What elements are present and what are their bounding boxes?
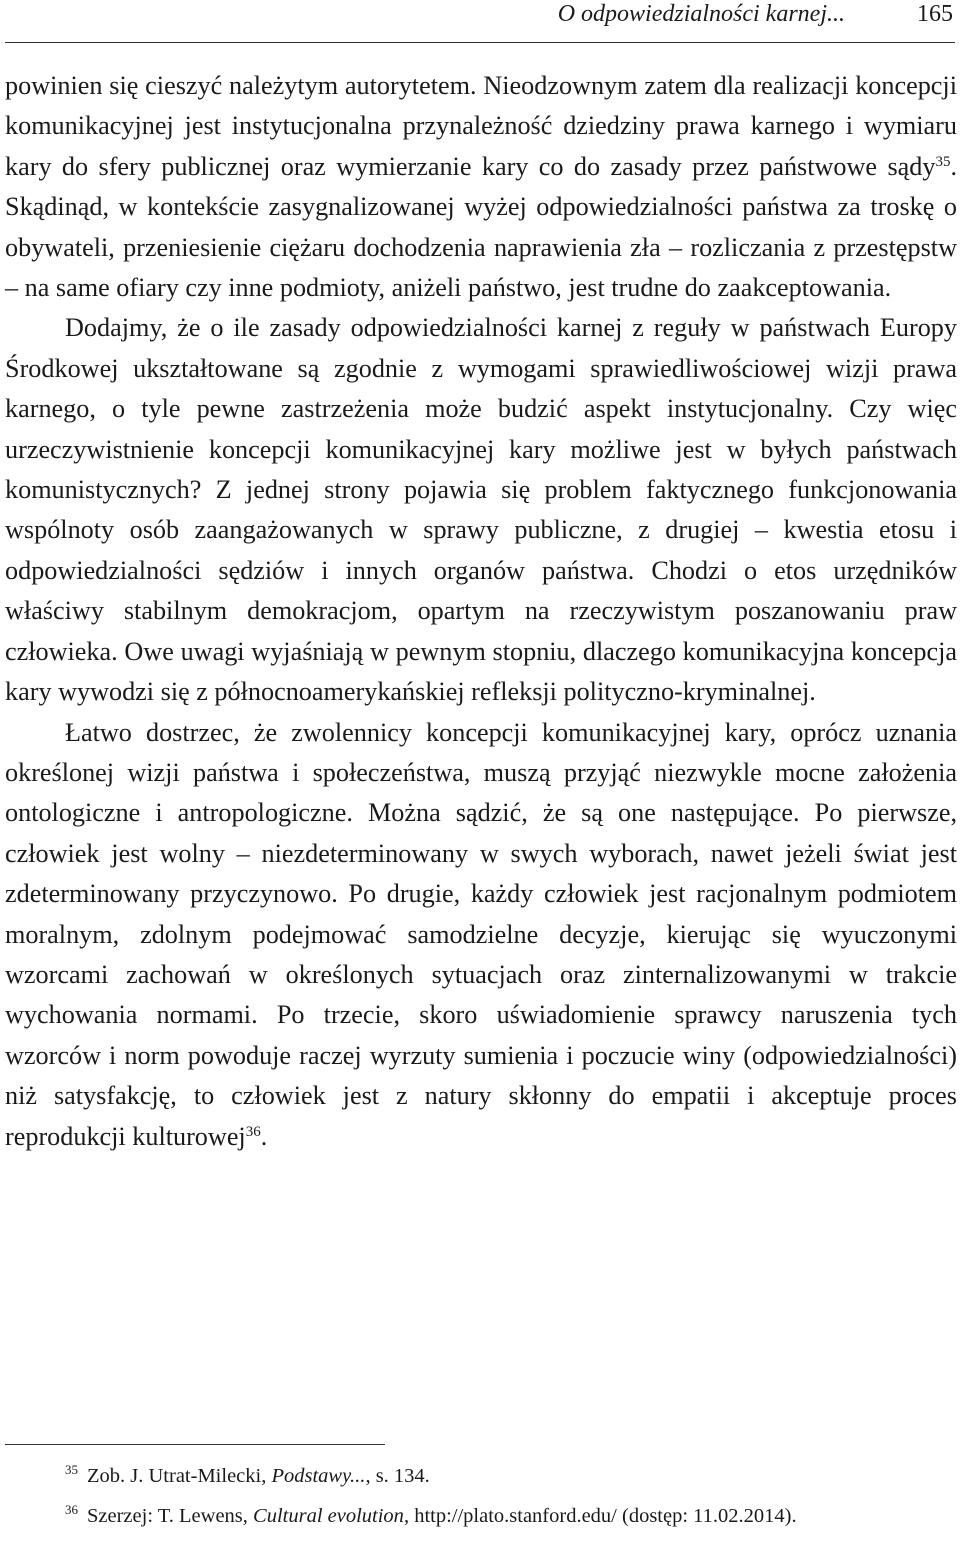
- running-title: O odpowiedzialności karnej...: [557, 1, 845, 27]
- footnote-text: , http://plato.stanford.edu/ (dostęp: 11.02.2014).: [403, 1505, 797, 1527]
- footnote-rule: [5, 1444, 385, 1445]
- paragraph-text: . Skądinąd, w kontekście zasygnalizowanej wyżej odpowiedzialności państwa za troskę o obywateli, przeniesienie ciężaru dochodzenia naprawienia zła – rozliczania z przestępstw – na same ofiary czy inne podmioty, aniżeli państwo, jest trudne do zaakceptowania.: [5, 151, 957, 303]
- paragraph-3: [5, 713, 957, 1157]
- footnote-title: Cultural evolution: [253, 1505, 404, 1527]
- footnote-reference[interactable]: 36: [245, 1123, 261, 1140]
- paragraph-1: [5, 66, 957, 308]
- footnote-number: 35: [65, 1462, 78, 1477]
- paragraph-text: .: [260, 1121, 268, 1151]
- footnote-text: Szerzej: T. Lewens,: [87, 1505, 254, 1527]
- footnote-36: [65, 1501, 960, 1532]
- footnote-text: , s. 134.: [365, 1465, 430, 1487]
- paragraph-2: Dodajmy, że o ile zasady odpowiedzialności karnej z reguły w państwach Europy Środkowej ukształtowane są zgodnie z wymogami sprawiedliwościowej wizji prawa karnego, o tyle pewne zastrzeżenia może budzić aspekt instytucjonalny. Czy więc urzeczywistnienie koncepcji komunikacyjnej kary możliwe jest w byłych państwach komunistycznych? Z jednej strony pojawia się problem faktycznego funkcjonowania wspólnoty osób zaangażowanych w sprawy publiczne, z drugiej – kwestia etosu i odpowiedzialności sędziów i innych organów państwa. Chodzi o etos urzędników właściwy stabilnym demokracjom, opartym na rzeczywistym poszanowaniu praw człowieka. Owe uwagi wyjaśniają w pewnym stopniu, dlaczego komunikacyjna koncepcja kary wywodzi się z północnoamerykańskiej refleksji polityczno-kryminalnej.: [5, 313, 957, 707]
- footnote-number: 36: [65, 1502, 78, 1517]
- footnote-35: [65, 1461, 960, 1492]
- page-number: 165: [917, 1, 953, 27]
- paragraph-text: Łatwo dostrzec, że zwolennicy koncepcji komunikacyjnej kary, oprócz uznania określonej wizji państwa i społeczeństwa, muszą przyjąć niezwykle mocne założenia ontologiczne i antropologiczne. Można sądzić, że są one następujące. Po pierwsze, człowiek jest wolny – niezdeterminowany w swych wyborach, nawet jeżeli świat jest zdeterminowany przyczynowo. Po drugie, każdy człowiek jest racjonalnym podmiotem moralnym, zdolnym podejmować samodzielne decyzje, kierując się wyuczonymi wzorcami zachowań w określonych sytuacjach oraz zinternalizowanymi w trakcie wychowania normami. Po trzecie, skoro uświadomienie sprawcy naruszenia tych wzorców i norm powoduje raczej wyrzuty sumienia i poczucie winy (odpowiedzialności) niż satysfakcję, to człowiek jest z natury skłonny do empatii i akceptuje proces reprodukcji kulturowej: [5, 717, 957, 1151]
- document-page: [5, 0, 955, 1528]
- footnote-text: Zob. J. Utrat-Milecki,: [87, 1465, 272, 1487]
- footnote-reference[interactable]: 35: [935, 153, 951, 170]
- footnote-title: Podstawy...: [271, 1465, 366, 1487]
- footnotes: [65, 1461, 960, 1541]
- header-rule: [5, 42, 955, 43]
- body-text: [5, 66, 957, 1157]
- running-head: [5, 0, 955, 36]
- paragraph-text: powinien się cieszyć należytym autorytetem. Nieodzownym zatem dla realizacji koncepcji komunikacyjnej jest instytucjonalna przynależność dziedziny prawa karnego i wymiaru kary do sfery publicznej oraz wymierzanie kary co do zasady przez państwowe sądy: [5, 71, 957, 181]
